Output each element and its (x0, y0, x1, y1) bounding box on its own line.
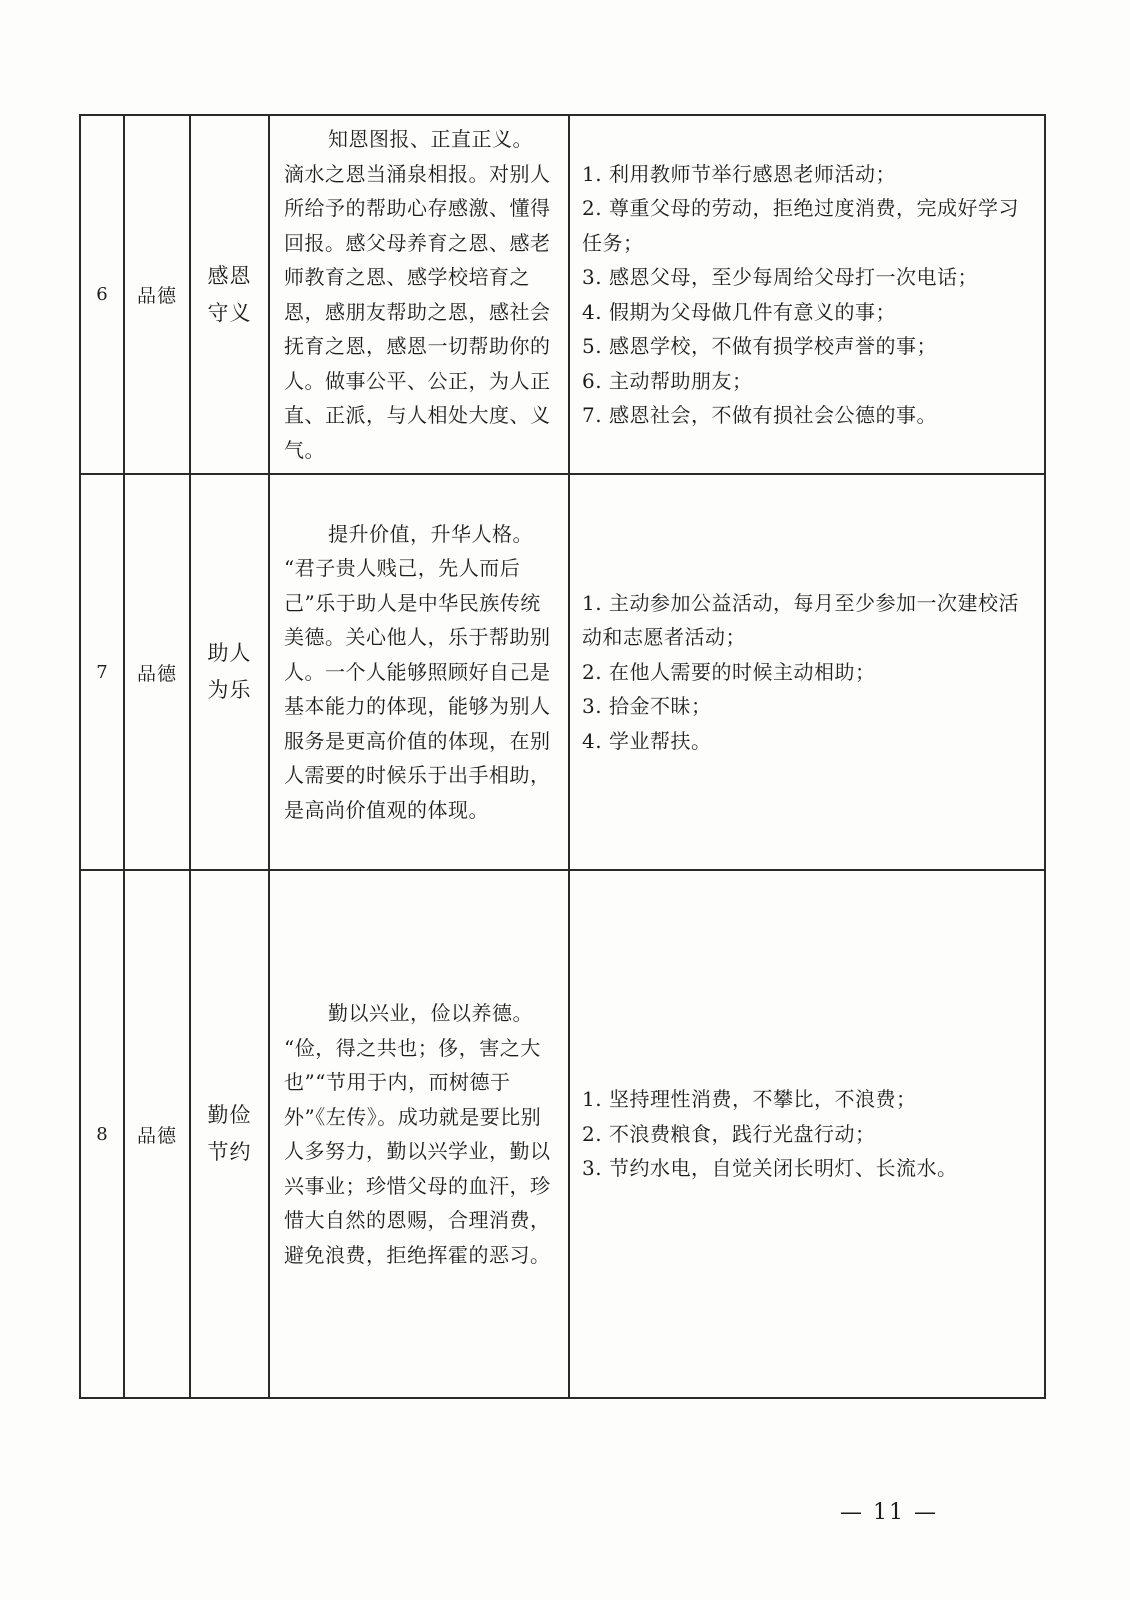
row-number: 6 (80, 115, 124, 474)
row-number: 7 (80, 474, 124, 870)
action-item: 6. 主动帮助朋友； (582, 368, 753, 393)
row-description (269, 870, 569, 1398)
row-item-line: 节约 (207, 1140, 252, 1164)
row-description-lead: 勤以兴业，俭以养德。 (328, 1001, 533, 1025)
action-item: 1. 坚持理性消费，不攀比，不浪费； (582, 1087, 917, 1112)
row-item (190, 474, 269, 870)
row-item-line: 勤俭 (207, 1103, 252, 1127)
table-row (80, 870, 1045, 1398)
action-item: 2. 尊重父母的劳动，拒绝过度消费，完成好学习任务； (582, 196, 1019, 255)
action-item: 1. 利用教师节举行感恩老师活动； (582, 161, 896, 186)
action-item: 1. 主动参加公益活动，每月至少参加一次建校活动和志愿者活动； (582, 590, 1019, 650)
row-category: 品德 (124, 474, 190, 870)
action-item: 4. 学业帮扶。 (582, 728, 712, 753)
action-item: 3. 节约水电，自觉关闭长明灯、长流水。 (582, 1156, 958, 1181)
row-category: 品德 (124, 870, 190, 1398)
row-item-line: 助人 (207, 641, 252, 665)
row-description-body: “君子贵人贱己，先人而后己”乐于助人是中华民族传统美德。关心他人，乐于帮助别人。一个人能够照顾好自己是基本能力的体现，能够为别人服务是更高价值的体现，在别人需要的时候乐于出手相助，是高尚价值观的体现。 (284, 556, 551, 822)
row-category: 品德 (124, 115, 190, 474)
row-actions (569, 115, 1045, 474)
action-item: 5. 感恩学校，不做有损学校声誉的事； (582, 334, 937, 358)
row-description (269, 115, 569, 474)
row-number: 8 (80, 870, 124, 1398)
row-item (190, 115, 269, 474)
row-actions (569, 474, 1045, 870)
row-description-lead: 提升价值，升华人格。 (328, 521, 533, 546)
action-item: 4. 假期为父母做几件有意义的事； (582, 299, 896, 324)
row-actions (569, 870, 1045, 1398)
action-item: 3. 感恩父母，至少每周给父母打一次电话； (582, 265, 978, 289)
row-item-line: 守义 (207, 300, 252, 325)
action-item: 7. 感恩社会，不做有损社会公德的事。 (582, 403, 937, 427)
action-item: 2. 在他人需要的时候主动相助； (582, 659, 876, 684)
action-item: 3. 拾金不昧； (582, 694, 712, 719)
virtue-table (79, 114, 1046, 1399)
row-item-line: 为乐 (207, 678, 252, 702)
page-number: — 11 — (840, 1500, 938, 1525)
row-description-body: “俭，得之共也；侈，害之大也”“节用于内，而树德于外”《左传》。成功就是要比别人多努力，勤以兴学业，勤以兴事业；珍惜父母的血汗，珍惜大自然的恩赐，合理消费，避免浪费，拒绝挥霍的恶习。 (284, 1035, 551, 1267)
action-item: 2. 不浪费粮食，践行光盘行动； (582, 1121, 876, 1146)
table-row (80, 474, 1045, 870)
row-item-line: 感恩 (207, 263, 252, 288)
row-description-lead: 知恩图报、正直正义。 (328, 127, 533, 151)
table-row (80, 115, 1045, 474)
row-item (190, 870, 269, 1398)
row-description-body: 滴水之恩当涌泉相报。对别人所给予的帮助心存感激、懂得回报。感父母养育之恩、感老师教育之恩、感学校培育之恩，感朋友帮助之恩，感社会抚育之恩，感恩一切帮助你的人。做事公平、公正，为人正直、正派，与人相处大度、义气。 (284, 161, 551, 462)
row-description (269, 474, 569, 870)
